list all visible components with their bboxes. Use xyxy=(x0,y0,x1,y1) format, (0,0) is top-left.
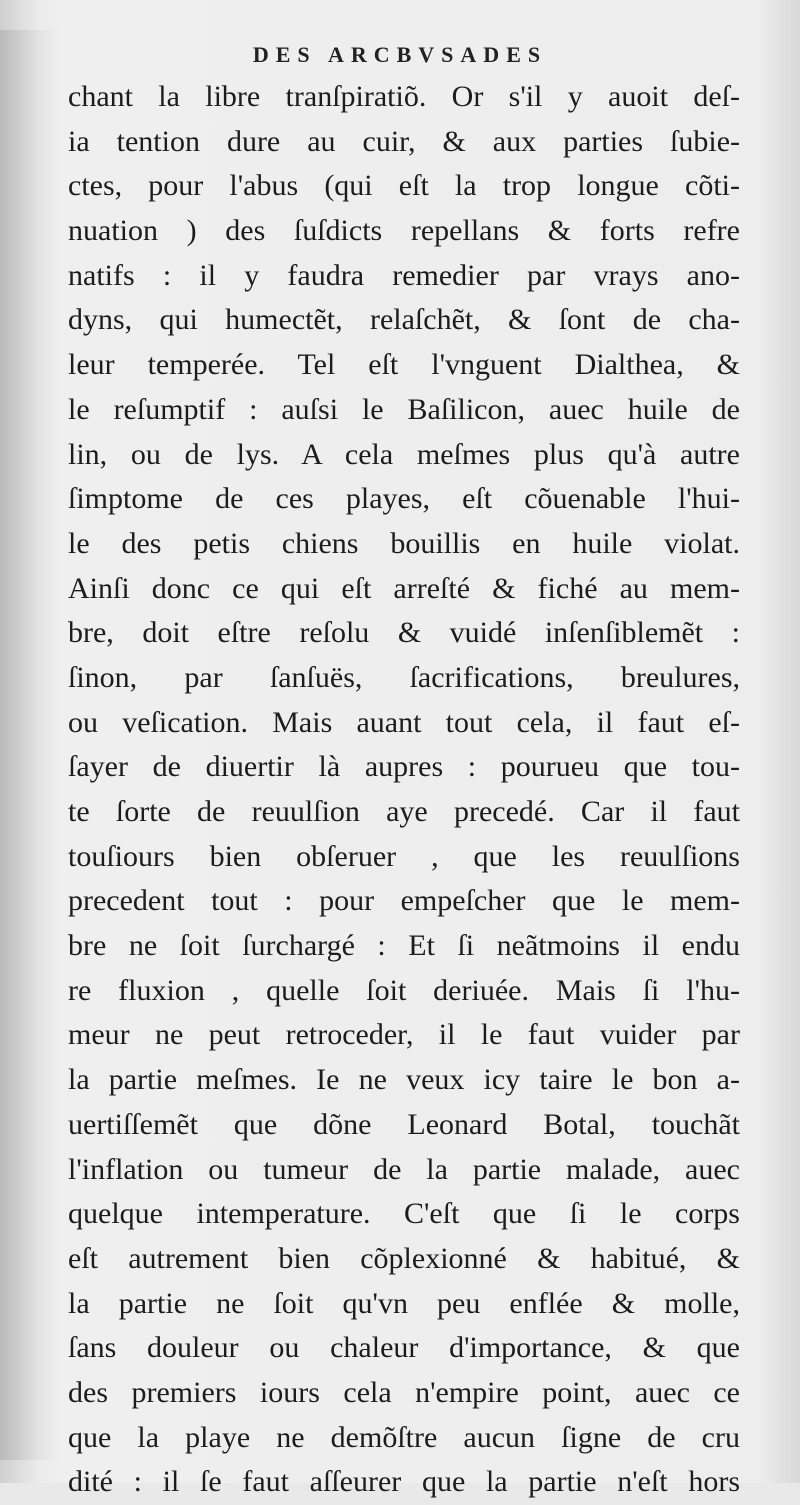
text-line: eſt autrement bien cõplexionné & habitué, & xyxy=(68,1241,740,1275)
text-line: le des petis chiens bouillis en huile violat. xyxy=(68,526,740,560)
text-line: bre, doit eſtre reſolu & vuidé inſenſiblemẽt : xyxy=(68,616,740,650)
text-line: natifs : il y faudra remedier par vrays ano- xyxy=(68,258,740,292)
text-line: dyns, qui humectẽt, relaſchẽt, & ſont de cha- xyxy=(68,303,740,337)
text-line: ſayer de diuertir là aupres : pourueu que tou- xyxy=(68,750,740,784)
body-text xyxy=(68,75,740,1505)
text-line: ia tention dure au cuir, & aux parties ſubie- xyxy=(68,124,740,158)
text-line: ſimptome de ces playes, eſt cõuenable l'hui- xyxy=(68,482,740,516)
text-line: ſans douleur ou chaleur d'importance, & que xyxy=(68,1331,740,1365)
text-line: precedent tout : pour empeſcher que le mem- xyxy=(68,884,740,918)
text-line: la partie ne ſoit qu'vn peu enflée & molle, xyxy=(68,1286,740,1320)
text-line: re fluxion , quelle ſoit deriuée. Mais ſi l'hu- xyxy=(68,973,740,1007)
text-line: bre ne ſoit ſurchargé : Et ſi neãtmoins il endu xyxy=(68,929,740,963)
text-line: quelque intemperature. C'eſt que ſi le corps xyxy=(68,1197,740,1231)
text-line: touſiours bien obſeruer , que les reuulſions xyxy=(68,839,740,873)
text-line: des premiers iours cela n'empire point, auec ce xyxy=(68,1375,740,1409)
text-line: chant la libre tranſpiratiõ. Or s'il y auoit deſ- xyxy=(68,80,740,113)
running-head: DES ARCBVSADES xyxy=(252,42,548,67)
text-line: l'inflation ou tumeur de la partie malade, auec xyxy=(68,1152,740,1186)
text-line: leur temperée. Tel eſt l'vnguent Dialthea, & xyxy=(68,348,740,382)
text-line: uertiſſemẽt que dõne Leonard Botal, touchãt xyxy=(68,1107,740,1141)
text-line: ou veſication. Mais auant tout cela, il faut eſ- xyxy=(68,705,740,739)
text-line: Ainſi donc ce qui eſt arreſté & fiché au mem- xyxy=(68,571,740,605)
text-line: te ſorte de reuulſion aye precedé. Car il faut xyxy=(68,795,740,828)
text-line: ctes, pour l'abus (qui eſt la trop longue cõti- xyxy=(68,169,740,203)
text-line: la partie meſmes. Ie ne veux icy taire le bon a- xyxy=(68,1063,740,1097)
text-line: que la playe ne demõſtre aucun ſigne de cru xyxy=(68,1420,740,1454)
text-line: nuation ) des ſuſdicts repellans & forts refre xyxy=(68,214,740,248)
gutter-shadow xyxy=(0,30,60,1460)
text-line: dité : il ſe faut aſſeurer que la partie n'eſt hors xyxy=(68,1465,740,1499)
text-line: lin, ou de lys. A cela meſmes plus qu'à autre xyxy=(68,437,740,471)
text-line: ſinon, par ſanſuës, ſacrifications, breulures, xyxy=(68,660,740,694)
text-line: le reſumptif : auſsi le Baſilicon, auec huile de xyxy=(68,392,740,426)
text-line: meur ne peut retroceder, il le faut vuider par xyxy=(68,1018,740,1052)
